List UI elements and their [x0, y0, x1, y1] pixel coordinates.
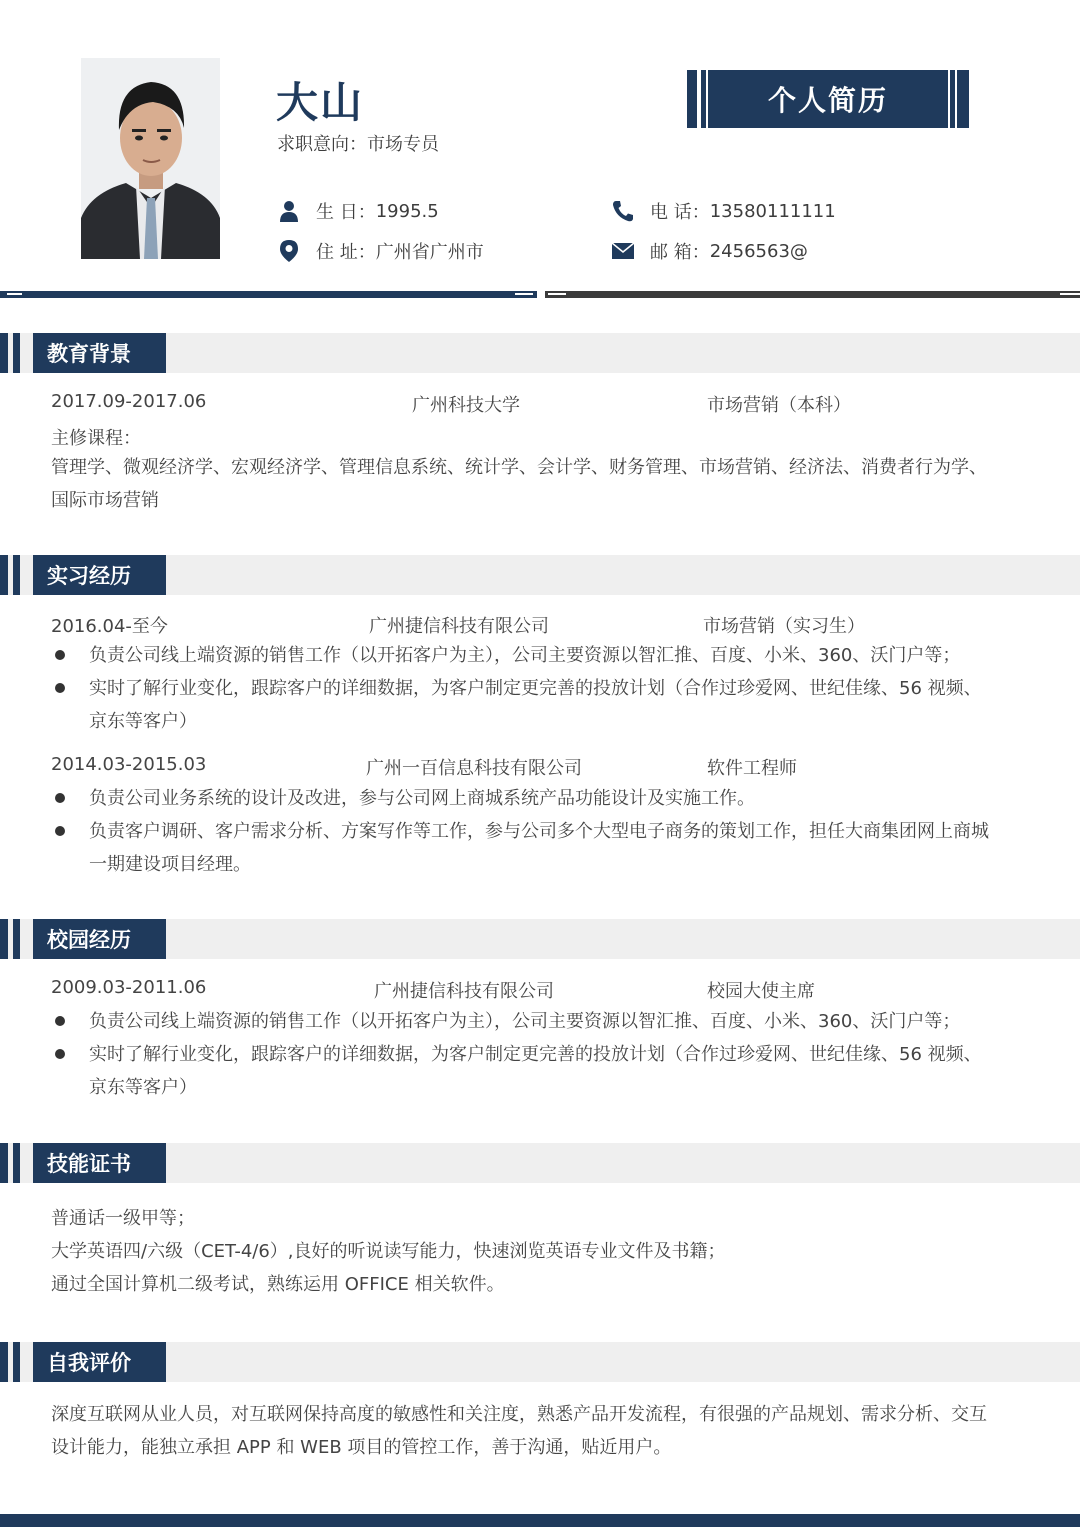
section-header-internship — [0, 555, 1080, 595]
campus-duty: 实时了解行业变化，跟踪客户的详细数据，为客户制定更完善的投放计划（合作过珍爱网、世纪佳缘、56 视频、京东等客户） — [89, 1044, 982, 1098]
job-company: 广州捷信科技有限公司 — [369, 616, 549, 637]
header-divider-right — [545, 291, 1080, 298]
courses-label: 主修课程： — [51, 428, 141, 449]
job-duty: 实时了解行业变化，跟踪客户的详细数据，为客户制定更完善的投放计划（合作过珍爱网、世纪佳缘、56 视频、京东等客户） — [89, 678, 982, 732]
job-company: 广州一百信息科技有限公司 — [366, 758, 582, 779]
skill-line: 大学英语四/六级（CET-4/6）,良好的听说读写能力，快速浏览英语专业文件及书籍； — [51, 1241, 726, 1262]
skill-line: 普通话一级甲等； — [51, 1208, 195, 1229]
campus-period: 2009.03-2011.06 — [51, 977, 207, 998]
bullet-dot — [55, 793, 65, 803]
bullet-dot — [55, 683, 65, 693]
email-value: 2456563@ — [709, 240, 808, 262]
resume-title: 个人简历 — [708, 70, 948, 128]
section-title: 技能证书 — [33, 1143, 166, 1183]
bullet-dot — [55, 650, 65, 660]
job-role: 市场营销（实习生） — [703, 616, 865, 637]
courses-list: 管理学、微观经济学、宏观经济学、管理信息系统、统计学、会计学、财务管理、市场营销、经济法、消费者行为学、国际市场营销 — [51, 457, 987, 511]
skill-line: 通过全国计算机二级考试，熟练运用 OFFICE 相关软件。 — [51, 1274, 505, 1295]
education-school: 广州科技大学 — [412, 395, 520, 416]
phone-info — [612, 198, 836, 224]
profile-photo — [81, 58, 220, 259]
birth-label: 生 日： — [316, 202, 376, 223]
self-eval-text: 深度互联网从业人员，对互联网保持高度的敏感性和关注度，熟悉产品开发流程，有很强的产品规划、需求分析、交互设计能力，能独立承担 APP 和 WEB 项目的管控工作，善于沟通，贴近用户。 — [51, 1404, 987, 1458]
education-period: 2017.09-2017.06 — [51, 391, 207, 412]
job-period: 2016.04-至今 — [51, 616, 168, 637]
section-title: 实习经历 — [33, 555, 166, 595]
campus-company: 广州捷信科技有限公司 — [374, 981, 554, 1002]
campus-duty: 负责公司线上端资源的销售工作（以开拓客户为主），公司主要资源以智汇推、百度、小米、360、沃门户等； — [89, 1011, 961, 1032]
bullet-dot — [55, 826, 65, 836]
job-duty: 负责公司线上端资源的销售工作（以开拓客户为主），公司主要资源以智汇推、百度、小米、360、沃门户等； — [89, 645, 961, 666]
job-duty: 负责客户调研、客户需求分析、方案写作等工作，参与公司多个大型电子商务的策划工作，担任大商集团网上商城一期建设项目经理。 — [89, 821, 989, 875]
resume-title-banner — [687, 70, 969, 128]
job-role: 软件工程师 — [707, 758, 797, 779]
banner-bar — [687, 70, 697, 128]
birth-value: 1995.5 — [375, 200, 439, 222]
address-info — [278, 238, 484, 264]
address-value: 广州省广州市 — [375, 242, 484, 263]
job-period: 2014.03-2015.03 — [51, 754, 207, 775]
person-icon — [278, 200, 300, 222]
candidate-name: 大山 — [276, 78, 365, 127]
location-pin-icon — [278, 240, 300, 262]
header-divider-left — [0, 291, 537, 298]
birth-info — [278, 198, 439, 224]
section-header-skills — [0, 1143, 1080, 1183]
email-info — [612, 238, 808, 264]
envelope-icon — [612, 240, 634, 262]
section-header-self-eval — [0, 1342, 1080, 1382]
footer-bar — [0, 1514, 1080, 1527]
address-label: 住 址： — [316, 242, 376, 263]
email-label: 邮 箱： — [650, 242, 710, 263]
section-header-campus — [0, 919, 1080, 959]
bullet-dot — [55, 1049, 65, 1059]
job-duty: 负责公司业务系统的设计及改进，参与公司网上商城系统产品功能设计及实施工作。 — [89, 788, 755, 809]
section-title: 自我评价 — [33, 1342, 166, 1382]
job-intent: 求职意向：市场专员 — [277, 134, 439, 155]
banner-bar — [701, 70, 706, 128]
banner-bar — [957, 70, 969, 128]
banner-bar — [950, 70, 955, 128]
phone-value: 13580111111 — [709, 200, 836, 222]
phone-label: 电 话： — [650, 202, 710, 223]
bullet-dot — [55, 1016, 65, 1026]
section-header-education — [0, 333, 1080, 373]
education-major: 市场营销（本科） — [707, 395, 851, 416]
campus-role: 校园大使主席 — [707, 981, 815, 1002]
section-title: 教育背景 — [33, 333, 166, 373]
phone-icon — [612, 200, 634, 222]
section-title: 校园经历 — [33, 919, 166, 959]
